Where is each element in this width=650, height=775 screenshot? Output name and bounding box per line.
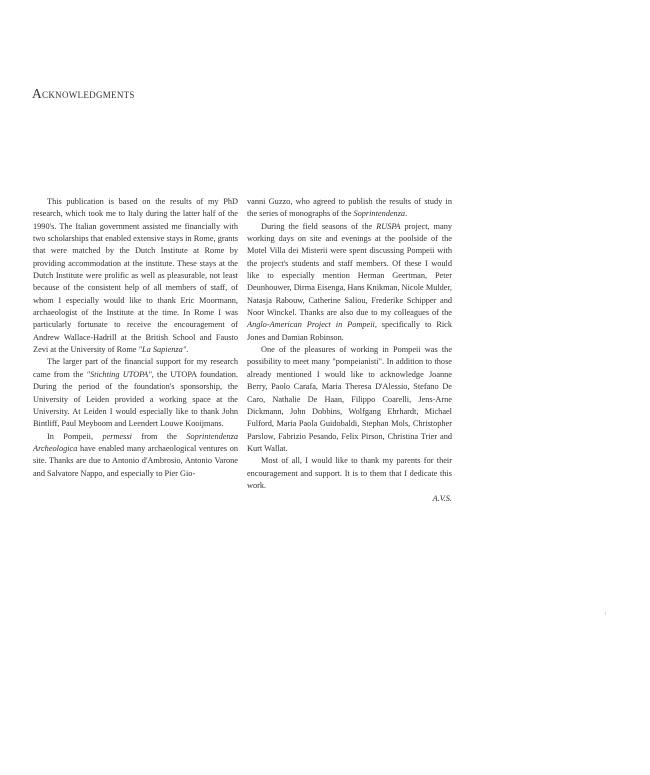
paragraph-financial-support: The larger part of the financial support for my research came from the "Stichting UTOPA", the UTOPA foundation. During the period of the foundation's sponsorship, the University of Leiden provided a working space at the University. At Leiden I would especially like to thank John Bintliff, Paul Meyboom and Leendert Louwe Kooijmans. [33,357,238,429]
left-column [33,196,238,480]
page-title: Acknowledgments [32,86,135,101]
author-signature: A.V.S. [432,494,452,504]
paragraph-continuation: vanni Guzzo, who agreed to publish the results of study in the series of monographs of the Soprintendenza. [247,197,452,219]
paragraph-phd-research: This publication is based on the results of my PhD research, which took me to Italy during the latter half of the 1990's. The Italian government assisted me financially with two scholarships that enabled extensive stays in Rome, grants that were matched by the Dutch Institute at Rome by providing accommodation at the institute. These stays at the Dutch Institute were prolific as well as pleasurable, not least because of the consistent help of all members of staff, of whom I especially would like to thank Eric Moormann, archaeologist of the Institute at the time. In Rome I was particularly fortunate to receive the encouragement of Andrew Wallace-Hadrill at the British School and Fausto Zevi at the University of Rome "La Sapienza". [33,197,238,355]
paragraph-pompeianisti: One of the pleasures of working in Pompeii was the possibility to meet many "pompeianisti". In addition to those already mentioned I would like to acknowledge Joanne Berry, Paolo Carafa, Maria Theresa D'Alessio, Stefano De Caro, Nathalie De Haan, Filippo Coarelli, Jens-Arne Dickmann, John Dobbins, Wolfgang Ehrhardt, Michael Fulford, Maria Paola Guidobaldi, Stephan Mols, Christopher Parslow, Fabrizio Pesando, Felix Pirson, Christina Trier and Kurt Wallat. [247,345,452,453]
page-edge-mark [605,612,606,615]
paragraph-dedication: Most of all, I would like to thank my parents for their encouragement and support. It is to them that I dedicate this work. [247,456,452,490]
paragraph-field-seasons: During the field seasons of the RUSPA project, many working days on site and evenings at the poolside of the Motel Villa dei Misterii were spent discussing Pompeii with the project's students and staff members. Of these I would like to especially mention Herman Geertman, Peter Deunhouwer, Dirma Eisenga, Hans Knikman, Nicole Mulder, Natasja Rabouw, Catherine Saliou, Frederike Schipper and Noor Winckel. Thanks are also due to my colleagues of the Anglo-American Project in Pompeii, specifically to Rick Jones and Damian Robinson. [247,221,452,342]
paragraph-pompeii-permessi: In Pompeii, permessi from the Soprintendenza Archeologica have enabled many archaeological ventures on site. Thanks are due to Antonio d'Ambrosio, Antonio Varone and Salvatore Nappo, and especially to Pier Gio- [33,431,238,478]
right-column [247,196,452,506]
